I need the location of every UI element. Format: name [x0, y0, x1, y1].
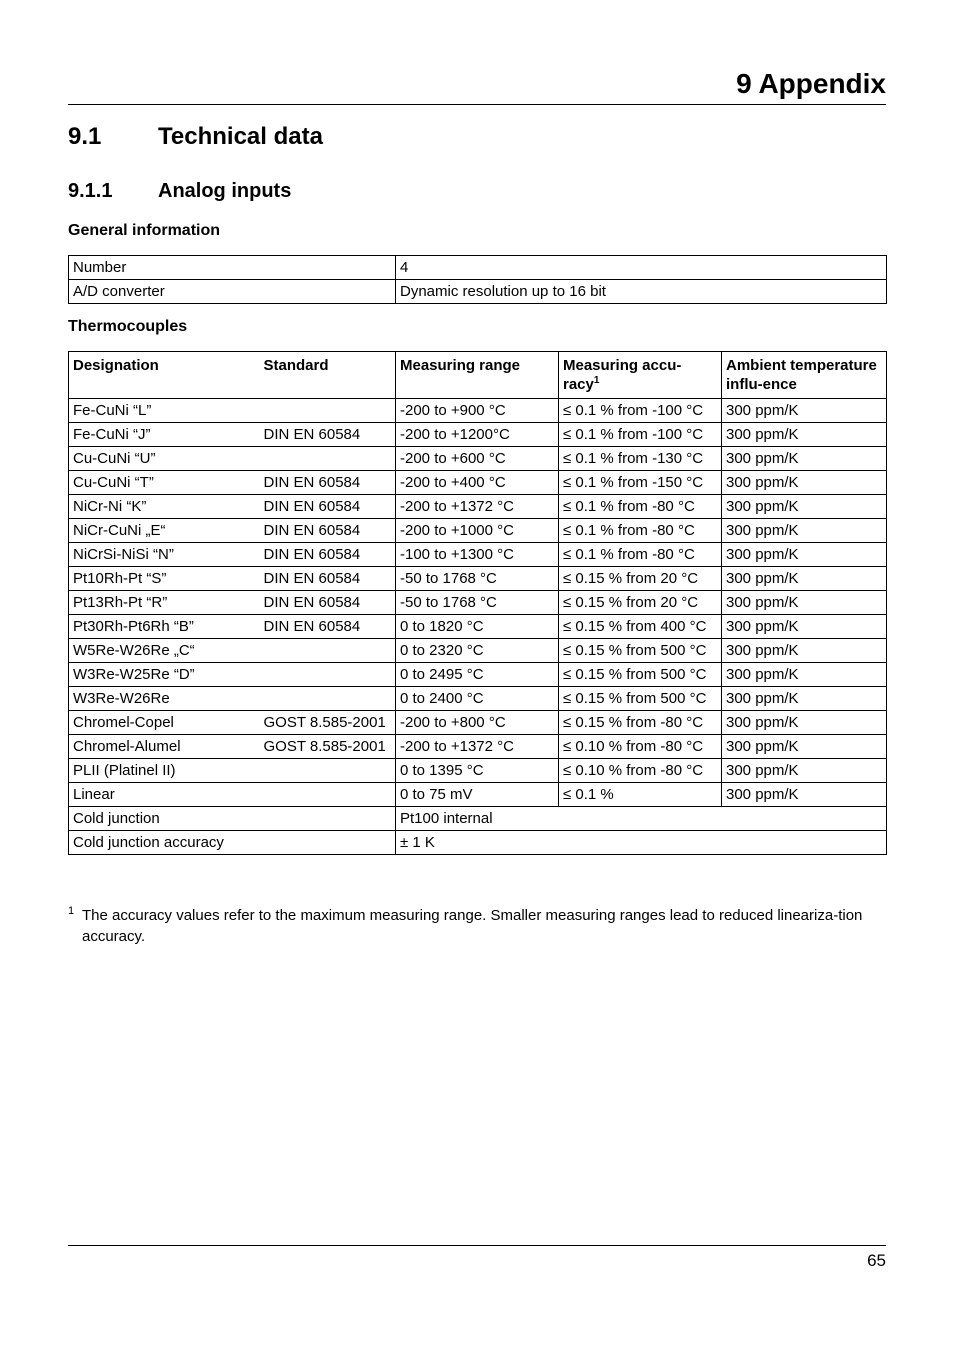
- summary-value-cell: ± 1 K: [396, 831, 887, 855]
- ambient-temperature-cell: 300 ppm/K: [722, 639, 887, 663]
- table-row: [69, 735, 887, 759]
- subsection-number: 9.1.1: [68, 180, 113, 202]
- standard-cell: DIN EN 60584: [260, 519, 396, 543]
- ambient-temperature-cell: 300 ppm/K: [722, 711, 887, 735]
- thermocouples-heading: Thermocouples: [68, 318, 188, 335]
- measuring-range-cell: -200 to +400 °C: [396, 471, 559, 495]
- measuring-range-cell: 0 to 75 mV: [396, 783, 559, 807]
- table-row: [69, 447, 887, 471]
- measuring-range-cell: -50 to 1768 °C: [396, 567, 559, 591]
- ambient-temperature-cell: 300 ppm/K: [722, 687, 887, 711]
- general-label-cell: A/D converter: [69, 280, 396, 304]
- standard-cell: DIN EN 60584: [260, 471, 396, 495]
- measuring-accuracy-cell: ≤ 0.15 % from 500 °C: [559, 639, 722, 663]
- designation-cell: PLII (Platinel II): [69, 759, 260, 783]
- ambient-temperature-cell: 300 ppm/K: [722, 543, 887, 567]
- measuring-range-cell: 0 to 2400 °C: [396, 687, 559, 711]
- designation-cell: Chromel-Copel: [69, 711, 260, 735]
- standard-cell: [260, 639, 396, 663]
- footer-divider: [68, 1245, 886, 1246]
- designation-cell: Fe-CuNi “J”: [69, 423, 260, 447]
- thermocouples-body: [69, 399, 887, 855]
- standard-cell: GOST 8.585-2001: [260, 711, 396, 735]
- footnote-reference: 1: [593, 375, 600, 386]
- measuring-range-cell: 0 to 2495 °C: [396, 663, 559, 687]
- ambient-temperature-cell: 300 ppm/K: [722, 423, 887, 447]
- measuring-accuracy-cell: ≤ 0.15 % from -80 °C: [559, 711, 722, 735]
- column-header-designation: Designation: [69, 352, 260, 399]
- measuring-range-cell: -200 to +1000 °C: [396, 519, 559, 543]
- table-row: [69, 519, 887, 543]
- table-row: [69, 615, 887, 639]
- summary-label-cell: Cold junction accuracy: [69, 831, 396, 855]
- table-row: [69, 639, 887, 663]
- table-row: [69, 495, 887, 519]
- ambient-temperature-cell: 300 ppm/K: [722, 471, 887, 495]
- ambient-temperature-cell: 300 ppm/K: [722, 735, 887, 759]
- measuring-accuracy-cell: ≤ 0.1 % from -80 °C: [559, 543, 722, 567]
- table-row: [69, 831, 887, 855]
- designation-cell: Pt13Rh-Pt “R”: [69, 591, 260, 615]
- table-row: [69, 783, 887, 807]
- standard-cell: [260, 759, 396, 783]
- table-row: [69, 711, 887, 735]
- general-information-heading: General information: [68, 222, 221, 239]
- summary-value-cell: Pt100 internal: [396, 807, 887, 831]
- ambient-temperature-cell: 300 ppm/K: [722, 495, 887, 519]
- table-row: [69, 280, 887, 304]
- measuring-accuracy-cell: ≤ 0.10 % from -80 °C: [559, 735, 722, 759]
- general-value-cell: 4: [396, 256, 887, 280]
- table-row: [69, 591, 887, 615]
- standard-cell: [260, 687, 396, 711]
- measuring-range-cell: -200 to +1372 °C: [396, 495, 559, 519]
- measuring-range-cell: 0 to 1820 °C: [396, 615, 559, 639]
- measuring-range-cell: -200 to +1200°C: [396, 423, 559, 447]
- column-header-measuring-accuracy-label: Measuring accu-racy: [563, 357, 682, 393]
- standard-cell: DIN EN 60584: [260, 543, 396, 567]
- table-row: [69, 543, 887, 567]
- measuring-range-cell: 0 to 1395 °C: [396, 759, 559, 783]
- designation-cell: Fe-CuNi “L”: [69, 399, 260, 423]
- measuring-range-cell: -200 to +1372 °C: [396, 735, 559, 759]
- designation-cell: Pt10Rh-Pt “S”: [69, 567, 260, 591]
- ambient-temperature-cell: 300 ppm/K: [722, 783, 887, 807]
- standard-cell: DIN EN 60584: [260, 567, 396, 591]
- table-row: [69, 663, 887, 687]
- header-divider: [68, 104, 886, 105]
- measuring-accuracy-cell: ≤ 0.1 % from -80 °C: [559, 519, 722, 543]
- subsection-title: Analog inputs: [158, 180, 292, 202]
- measuring-accuracy-cell: ≤ 0.1 %: [559, 783, 722, 807]
- measuring-accuracy-cell: ≤ 0.1 % from -100 °C: [559, 399, 722, 423]
- designation-cell: Linear: [69, 783, 260, 807]
- table-row: [69, 759, 887, 783]
- section-heading: [68, 121, 323, 153]
- measuring-accuracy-cell: ≤ 0.15 % from 400 °C: [559, 615, 722, 639]
- table-row: [69, 256, 887, 280]
- section-number: 9.1: [68, 123, 102, 150]
- table-row: [69, 687, 887, 711]
- table-row: [69, 399, 887, 423]
- ambient-temperature-cell: 300 ppm/K: [722, 519, 887, 543]
- footnote: [68, 905, 887, 947]
- designation-cell: W5Re-W26Re „C“: [69, 639, 260, 663]
- measuring-accuracy-cell: ≤ 0.15 % from 500 °C: [559, 687, 722, 711]
- table-row: [69, 423, 887, 447]
- designation-cell: W3Re-W26Re: [69, 687, 260, 711]
- general-label-cell: Number: [69, 256, 396, 280]
- ambient-temperature-cell: 300 ppm/K: [722, 663, 887, 687]
- ambient-temperature-cell: 300 ppm/K: [722, 591, 887, 615]
- thermocouples-table: [68, 351, 887, 855]
- ambient-temperature-cell: 300 ppm/K: [722, 615, 887, 639]
- footnote-text: The accuracy values refer to the maximum measuring range. Smaller measuring ranges lead to reduced lineariza-tion accuracy.: [82, 907, 863, 945]
- measuring-accuracy-cell: ≤ 0.15 % from 20 °C: [559, 567, 722, 591]
- chapter-title: 9 Appendix: [736, 68, 886, 99]
- measuring-accuracy-cell: ≤ 0.1 % from -130 °C: [559, 447, 722, 471]
- standard-cell: [260, 663, 396, 687]
- table-row: [69, 567, 887, 591]
- measuring-accuracy-cell: ≤ 0.1 % from -150 °C: [559, 471, 722, 495]
- measuring-accuracy-cell: ≤ 0.15 % from 20 °C: [559, 591, 722, 615]
- table-row: [69, 471, 887, 495]
- page-number: 65: [867, 1251, 886, 1270]
- column-header-measuring-range: Measuring range: [396, 352, 559, 399]
- designation-cell: Chromel-Alumel: [69, 735, 260, 759]
- measuring-range-cell: -200 to +600 °C: [396, 447, 559, 471]
- designation-cell: Pt30Rh-Pt6Rh “B”: [69, 615, 260, 639]
- designation-cell: NiCr-Ni “K”: [69, 495, 260, 519]
- measuring-accuracy-cell: ≤ 0.10 % from -80 °C: [559, 759, 722, 783]
- column-header-standard: Standard: [260, 352, 396, 399]
- footnote-marker: 1: [68, 905, 75, 917]
- ambient-temperature-cell: 300 ppm/K: [722, 447, 887, 471]
- measuring-range-cell: -50 to 1768 °C: [396, 591, 559, 615]
- measuring-range-cell: 0 to 2320 °C: [396, 639, 559, 663]
- thermocouples-header-row: [69, 352, 887, 399]
- standard-cell: [260, 399, 396, 423]
- measuring-range-cell: -200 to +900 °C: [396, 399, 559, 423]
- standard-cell: DIN EN 60584: [260, 615, 396, 639]
- designation-cell: Cu-CuNi “U”: [69, 447, 260, 471]
- designation-cell: NiCr-CuNi „E“: [69, 519, 260, 543]
- measuring-range-cell: -100 to +1300 °C: [396, 543, 559, 567]
- summary-label-cell: Cold junction: [69, 807, 396, 831]
- general-information-table: [68, 255, 887, 304]
- ambient-temperature-cell: 300 ppm/K: [722, 759, 887, 783]
- standard-cell: DIN EN 60584: [260, 591, 396, 615]
- section-title: Technical data: [158, 123, 323, 150]
- standard-cell: DIN EN 60584: [260, 423, 396, 447]
- designation-cell: NiCrSi-NiSi “N”: [69, 543, 260, 567]
- standard-cell: [260, 447, 396, 471]
- measuring-accuracy-cell: ≤ 0.1 % from -80 °C: [559, 495, 722, 519]
- measuring-range-cell: -200 to +800 °C: [396, 711, 559, 735]
- standard-cell: [260, 783, 396, 807]
- designation-cell: Cu-CuNi “T”: [69, 471, 260, 495]
- table-row: [69, 807, 887, 831]
- ambient-temperature-cell: 300 ppm/K: [722, 567, 887, 591]
- standard-cell: DIN EN 60584: [260, 495, 396, 519]
- general-information-body: [69, 256, 887, 304]
- column-header-ambient-temperature: Ambient temperature influ-ence: [722, 352, 887, 399]
- designation-cell: W3Re-W25Re “D”: [69, 663, 260, 687]
- ambient-temperature-cell: 300 ppm/K: [722, 399, 887, 423]
- column-header-measuring-accuracy: [559, 352, 722, 399]
- measuring-accuracy-cell: ≤ 0.15 % from 500 °C: [559, 663, 722, 687]
- general-value-cell: Dynamic resolution up to 16 bit: [396, 280, 887, 304]
- standard-cell: GOST 8.585-2001: [260, 735, 396, 759]
- measuring-accuracy-cell: ≤ 0.1 % from -100 °C: [559, 423, 722, 447]
- subsection-heading: [68, 177, 291, 205]
